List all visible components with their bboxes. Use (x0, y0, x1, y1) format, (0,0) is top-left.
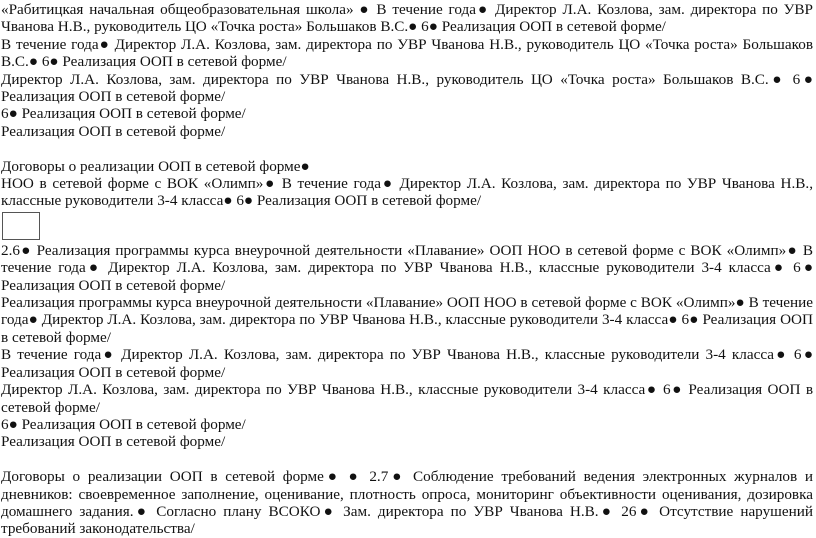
paragraph: НОО в сетевой форме с ВОК «Олимп»● В течение года● Директор Л.А. Козлова, зам. директора по УВР Чванова Н.В., классные руководители 3-4 класса● 6● Реализация ООП в сетевой форме/ (1, 175, 813, 210)
empty-table-cell (2, 212, 40, 240)
paragraph: Договоры о реализации ООП в сетевой форме● (1, 157, 310, 175)
paragraph: Реализация программы курса внеурочной деятельности «Плавание» ООП НОО в сетевой форме с ВОК «Олимп»● В течение года● Директор Л.А. Козлова, зам. директора по УВР Чванова Н.В., классные руководители 3-4 класса● 6● Реализация ООП в сетевой форме/ (1, 294, 813, 346)
paragraph: Реализация ООП в сетевой форме/ (1, 433, 226, 451)
document-body (1, 1, 813, 538)
blank-line (1, 140, 813, 157)
paragraph: 2.6● Реализация программы курса внеурочной деятельности «Плавание» ООП НОО в сетевой форме с ВОК «Олимп»● В течение года● Директор Л.А. Козлова, зам. директора по УВР Чванова Н.В., классные руководители 3-4 класса● 6● Реализация ООП в сетевой форме/ (1, 241, 813, 294)
paragraph: Директор Л.А. Козлова, зам. директора по УВР Чванова Н.В., руководитель ЦО «Точка роста» Большаков В.С.● 6● Реализация ООП в сетевой форме/ (1, 70, 813, 106)
paragraph: «Рабитицкая начальная общеобразовательная школа» ● В течение года● Директор Л.А. Козлова, зам. директора по УВР Чванова Н.В., руководитель ЦО «Точка роста» Большаков В.С.● 6● Реализация ООП в сетевой форме/ (1, 1, 813, 36)
paragraph: Договоры о реализации ООП в сетевой форме● ● 2.7● Соблюдение требований ведения электронных журналов и дневников: своевременное заполнение, оценивание, плотность опроса, мониторинг объективности оценивания, дозировка домашнего задания.● Согласно плану ВСОКО● Зам. директора по УВР Чванова Н.В.● 26● Отсутствие нарушений требований законодательства/ (1, 468, 813, 538)
paragraph: В течение года● Директор Л.А. Козлова, зам. директора по УВР Чванова Н.В., классные руководители 3-4 класса● 6● Реализация ООП в сетевой форме/ (1, 346, 813, 381)
paragraph: 6● Реализация ООП в сетевой форме/ (1, 415, 246, 433)
paragraph: 6● Реализация ООП в сетевой форме/ (1, 105, 246, 123)
paragraph: Реализация ООП в сетевой форме/ (1, 122, 226, 140)
paragraph: Директор Л.А. Козлова, зам. директора по УВР Чванова Н.В., классные руководители 3-4 класса● 6● Реализация ООП в сетевой форме/ (1, 381, 813, 416)
blank-line (1, 451, 813, 468)
paragraph: В течение года● Директор Л.А. Козлова, зам. директора по УВР Чванова Н.В., руководитель ЦО «Точка роста» Большаков В.С.● 6● Реализация ООП в сетевой форме/ (1, 35, 813, 71)
